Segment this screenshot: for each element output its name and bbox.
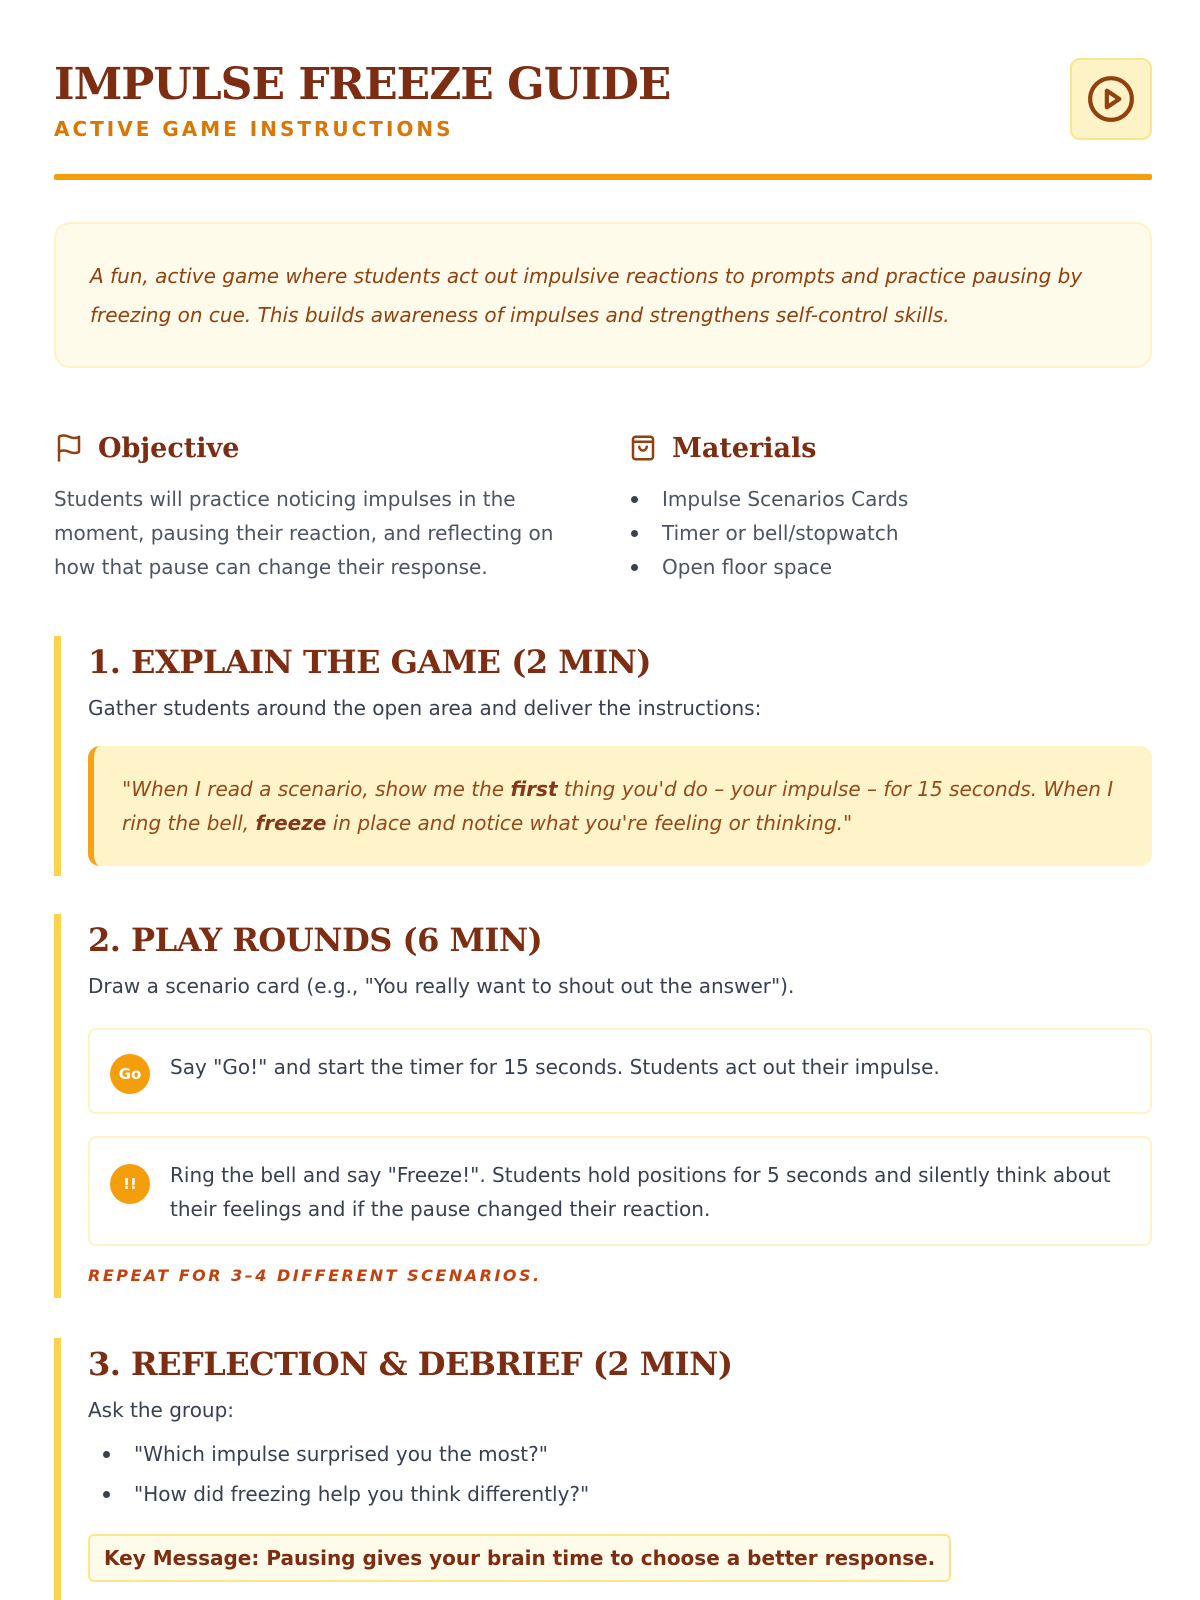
play-button[interactable]: [1070, 58, 1152, 140]
objective-heading-row: [54, 428, 574, 468]
go-step-text: Say "Go!" and start the timer for 15 seconds. Students act out their impulse.: [170, 1055, 940, 1079]
header-divider: [54, 174, 1152, 180]
page-header: [54, 58, 1152, 178]
section-title: 1. EXPLAIN THE GAME (2 MIN): [88, 643, 652, 681]
list-item: Timer or bell/stopwatch: [628, 516, 1148, 550]
materials-list: [628, 482, 1148, 584]
intro-box: [54, 222, 1152, 368]
materials-column: [628, 428, 1148, 584]
question-list: [88, 1434, 1152, 1514]
quote-text: "When I read a scenario, show me the first thing you'd do – your impulse – for 15 seconds. When I ring the bell, freeze in place and notice what you're feeling or thinking.": [122, 777, 1114, 835]
section-play-rounds: [54, 914, 1152, 1298]
list-item: "Which impulse surprised you the most?": [88, 1434, 1152, 1474]
section-text: Gather students around the open area and deliver the instructions:: [88, 696, 762, 720]
play-circle-icon: [1086, 74, 1136, 124]
instruction-quote: [88, 746, 1152, 866]
list-item: Open floor space: [628, 550, 1148, 584]
page-subtitle: ACTIVE GAME INSTRUCTIONS: [54, 117, 454, 141]
shopping-bag-icon: [628, 433, 658, 463]
freeze-badge: !!: [110, 1164, 150, 1204]
intro-text: A fun, active game where students act out impulsive reactions to prompts and practice pausing by freezing on cue. This builds awareness of impulses and strengthens self-control skills.: [90, 264, 1083, 327]
section-text: Draw a scenario card (e.g., "You really want to shout out the answer").: [88, 974, 795, 998]
section-explain: [54, 636, 1152, 876]
list-item: "How did freezing help you think differently?": [88, 1474, 1152, 1514]
freeze-step-text: Ring the bell and say "Freeze!". Students hold positions for 5 seconds and silently think about their feelings and if the pause changed their reaction.: [170, 1163, 1111, 1221]
page-title: IMPULSE FREEZE GUIDE: [54, 59, 671, 110]
section-text: Ask the group:: [88, 1398, 235, 1422]
key-message: Key Message: Pausing gives your brain time to choose a better response.: [88, 1534, 951, 1582]
section-title: 3. REFLECTION & DEBRIEF (2 MIN): [88, 1345, 733, 1383]
flag-icon: [54, 433, 84, 463]
guide-page: [54, 0, 1152, 1600]
list-item: Impulse Scenarios Cards: [628, 482, 1148, 516]
objective-text: Students will practice noticing impulses in the moment, pausing their reaction, and reflecting on how that pause can change their response.: [54, 487, 554, 579]
materials-heading: Materials: [672, 432, 817, 464]
objective-heading: Objective: [98, 432, 240, 464]
go-badge: Go: [110, 1054, 150, 1094]
go-step-card: [88, 1028, 1152, 1114]
repeat-note: REPEAT FOR 3–4 DIFFERENT SCENARIOS.: [88, 1266, 542, 1285]
section-title: 2. PLAY ROUNDS (6 MIN): [88, 921, 543, 959]
freeze-step-card: [88, 1136, 1152, 1246]
section-reflection: [54, 1338, 1152, 1600]
objective-column: [54, 428, 574, 584]
materials-heading-row: [628, 428, 1148, 468]
